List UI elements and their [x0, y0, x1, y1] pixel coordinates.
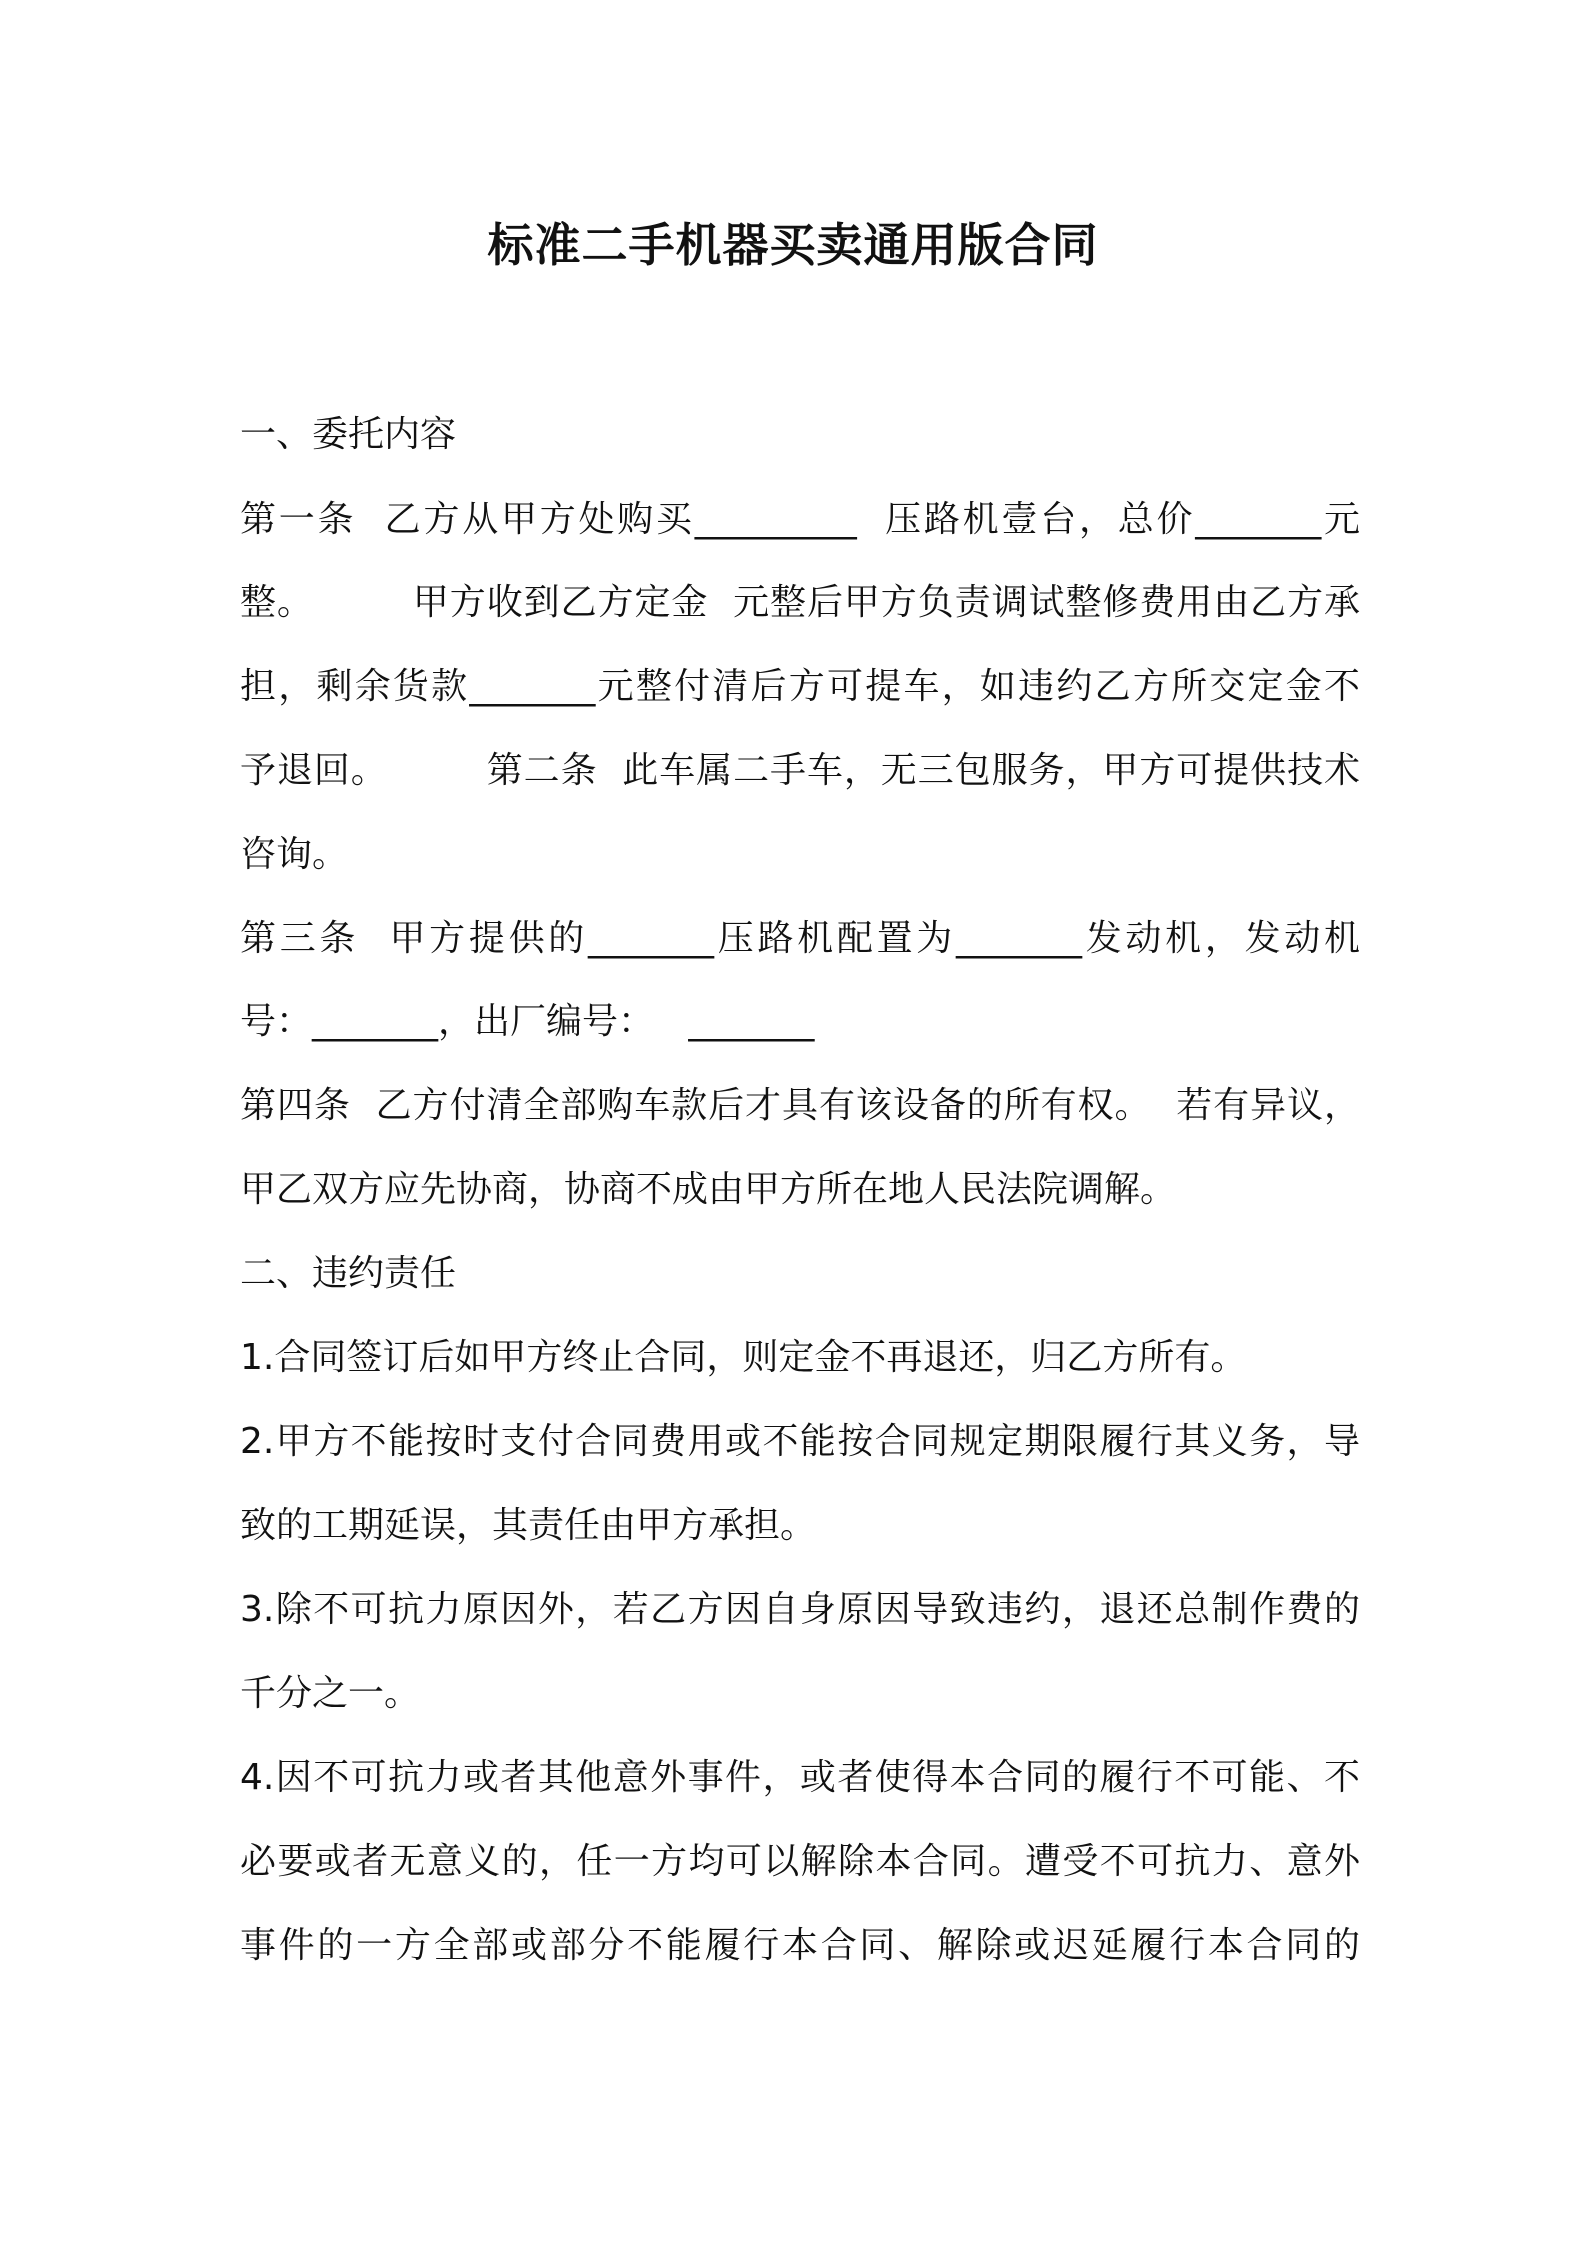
paragraph-line: 3.除不可抗力原因外，若乙方因自身原因导致违约，退还总制作费的 [240, 1589, 1360, 1630]
paragraph-line: 4.因不可抗力或者其他意外事件，或者使得本合同的履行不可能、不 [240, 1757, 1360, 1798]
paragraph-line: 事件的一方全部或部分不能履行本合同、解除或迟延履行本合同的 [240, 1925, 1360, 1966]
paragraph-line: 整。 甲方收到乙方定金 元整后甲方负责调试整修费用由乙方承 [240, 582, 1360, 623]
paragraph-line: 号：_______，出厂编号： _______ [240, 1001, 815, 1042]
paragraph-line: 予退回。 第二条 此车属二手车，无三包服务，甲方可提供技术 [240, 750, 1360, 791]
paragraph-line: 第四条 乙方付清全部购车款后才具有该设备的所有权。 若有异议， [240, 1085, 1360, 1126]
section-heading-entrustment: 一、委托内容 [240, 414, 457, 455]
paragraph-line: 必要或者无意义的，任一方均可以解除本合同。遭受不可抗力、意外 [240, 1841, 1360, 1882]
section-heading-liability: 二、违约责任 [240, 1253, 457, 1294]
paragraph-line: 担，剩余货款_______元整付清后方可提车，如违约乙方所交定金不 [240, 666, 1360, 707]
document-title: 标准二手机器买卖通用版合同 [487, 218, 1099, 272]
paragraph-line: 2.甲方不能按时支付合同费用或不能按合同规定期限履行其义务，导 [240, 1421, 1360, 1462]
paragraph-line: 1.合同签订后如甲方终止合同，则定金不再退还，归乙方所有。 [240, 1337, 1247, 1378]
paragraph-line: 甲乙双方应先协商，协商不成由甲方所在地人民法院调解。 [240, 1169, 1177, 1210]
paragraph-line: 千分之一。 [240, 1673, 421, 1714]
paragraph-line: 第一条 乙方从甲方处购买_________ 压路机壹台，总价_______元 [240, 499, 1360, 540]
paragraph-line: 咨询。 [240, 834, 349, 875]
paragraph-line: 第三条 甲方提供的_______压路机配置为_______发动机，发动机 [240, 918, 1360, 959]
paragraph-line: 致的工期延误，其责任由甲方承担。 [240, 1505, 817, 1546]
